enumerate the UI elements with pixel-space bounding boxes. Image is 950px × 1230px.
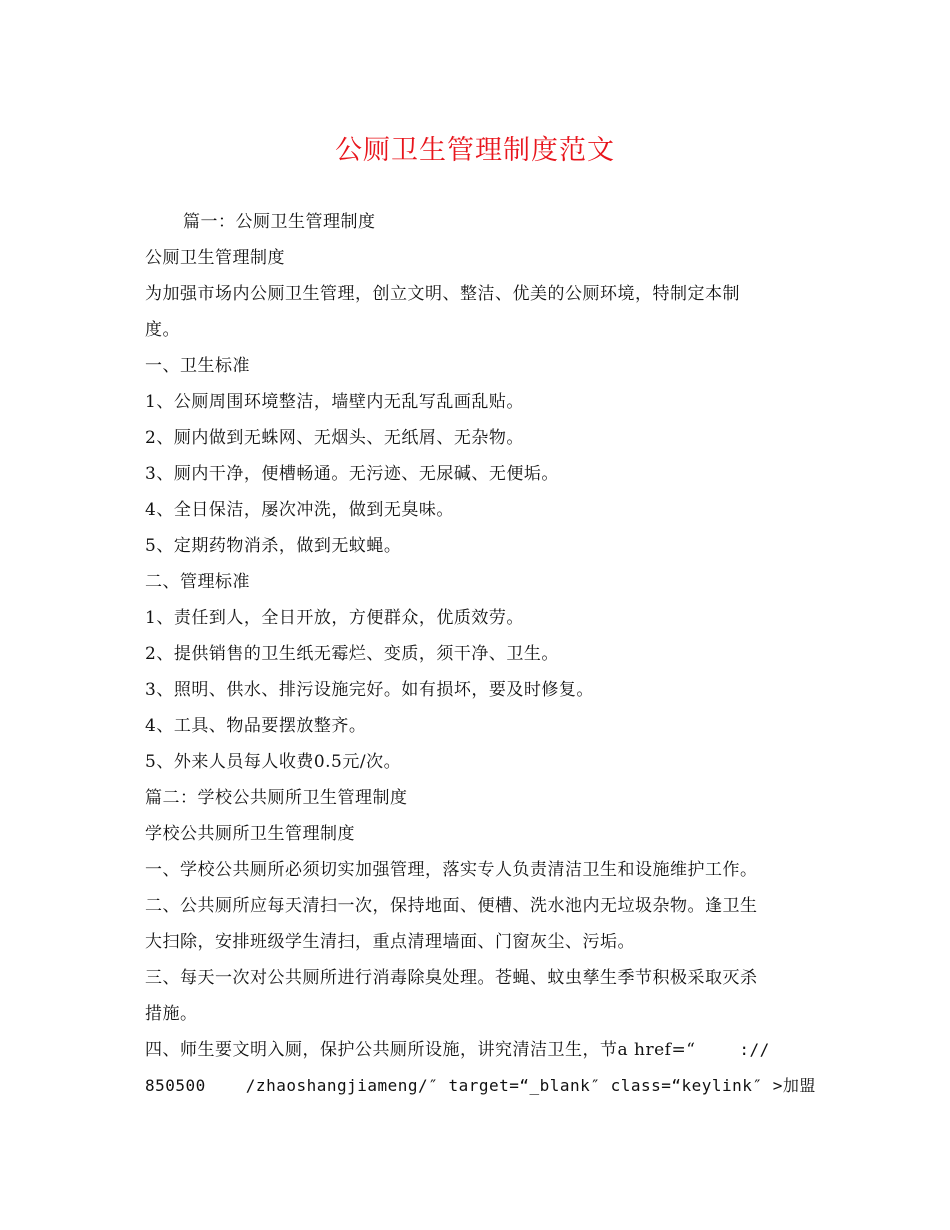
document-body	[145, 204, 816, 1104]
url-fragment: /zhaoshangjiameng/″ target=“_blank″ class=“keylink″ >加盟	[245, 1076, 816, 1095]
section-heading: 篇二：学校公共厕所卫生管理制度	[145, 788, 408, 808]
list-item: 4、工具、物品要摆放整齐。	[145, 716, 367, 736]
paragraph-line: 大扫除，安排班级学生清扫，重点清理墙面、门窗灰尘、污垢。	[145, 932, 635, 952]
paragraph-line: 一、学校公共厕所必须切实加强管理，落实专人负责清洁卫生和设施维护工作。	[145, 860, 758, 880]
list-item: 5、定期药物消杀，做到无蚊蝇。	[145, 536, 402, 556]
document-title: 公厕卫生管理制度范文	[335, 135, 615, 166]
subtitle-line: 学校公共厕所卫生管理制度	[145, 824, 355, 844]
url-fragment: ://	[739, 1040, 770, 1059]
paragraph-line: 为加强市场内公厕卫生管理，创立文明、整洁、优美的公厕环境，特制定本制	[145, 284, 740, 304]
paragraph-line: 三、每天一次对公共厕所进行消毒除臭处理。苍蝇、蚊虫孳生季节积极采取灭杀	[145, 968, 758, 988]
paragraph-line: 措施。	[145, 1004, 198, 1024]
list-item: 2、厕内做到无蛛网、无烟头、无纸屑、无杂物。	[145, 428, 524, 448]
list-item: 4、全日保洁，屡次冲洗，做到无臭味。	[145, 500, 454, 520]
list-item: 1、责任到人，全日开放，方便群众，优质效劳。	[145, 608, 524, 628]
list-item: 3、厕内干净，便槽畅通。无污迹、无尿碱、无便垢。	[145, 464, 559, 484]
list-item: 5、外来人员每人收费0.5元/次。	[145, 752, 402, 772]
paragraph-line: 度。	[145, 320, 180, 340]
list-item: 2、提供销售的卫生纸无霉烂、变质，须干净、卫生。	[145, 644, 559, 664]
paragraph-line	[145, 1032, 805, 1068]
list-item: 1、公厕周围环境整洁，墙壁内无乱写乱画乱贴。	[145, 392, 524, 412]
paragraph-text: 四、师生要文明入厕，保护公共厕所设施，讲究清洁卫生，节a href=“	[145, 1040, 696, 1060]
paragraph-line	[145, 1068, 816, 1104]
url-fragment: 850500	[145, 1076, 206, 1095]
section-heading: 篇一：公厕卫生管理制度	[183, 212, 376, 232]
list-item: 3、照明、供水、排污设施完好。如有损坏，要及时修复。	[145, 680, 594, 700]
section-heading: 一、卫生标准	[145, 356, 250, 376]
section-heading: 二、管理标准	[145, 572, 250, 592]
subtitle-line: 公厕卫生管理制度	[145, 248, 285, 268]
paragraph-line: 二、公共厕所应每天清扫一次，保持地面、便槽、洗水池内无垃圾杂物。逢卫生	[145, 896, 758, 916]
